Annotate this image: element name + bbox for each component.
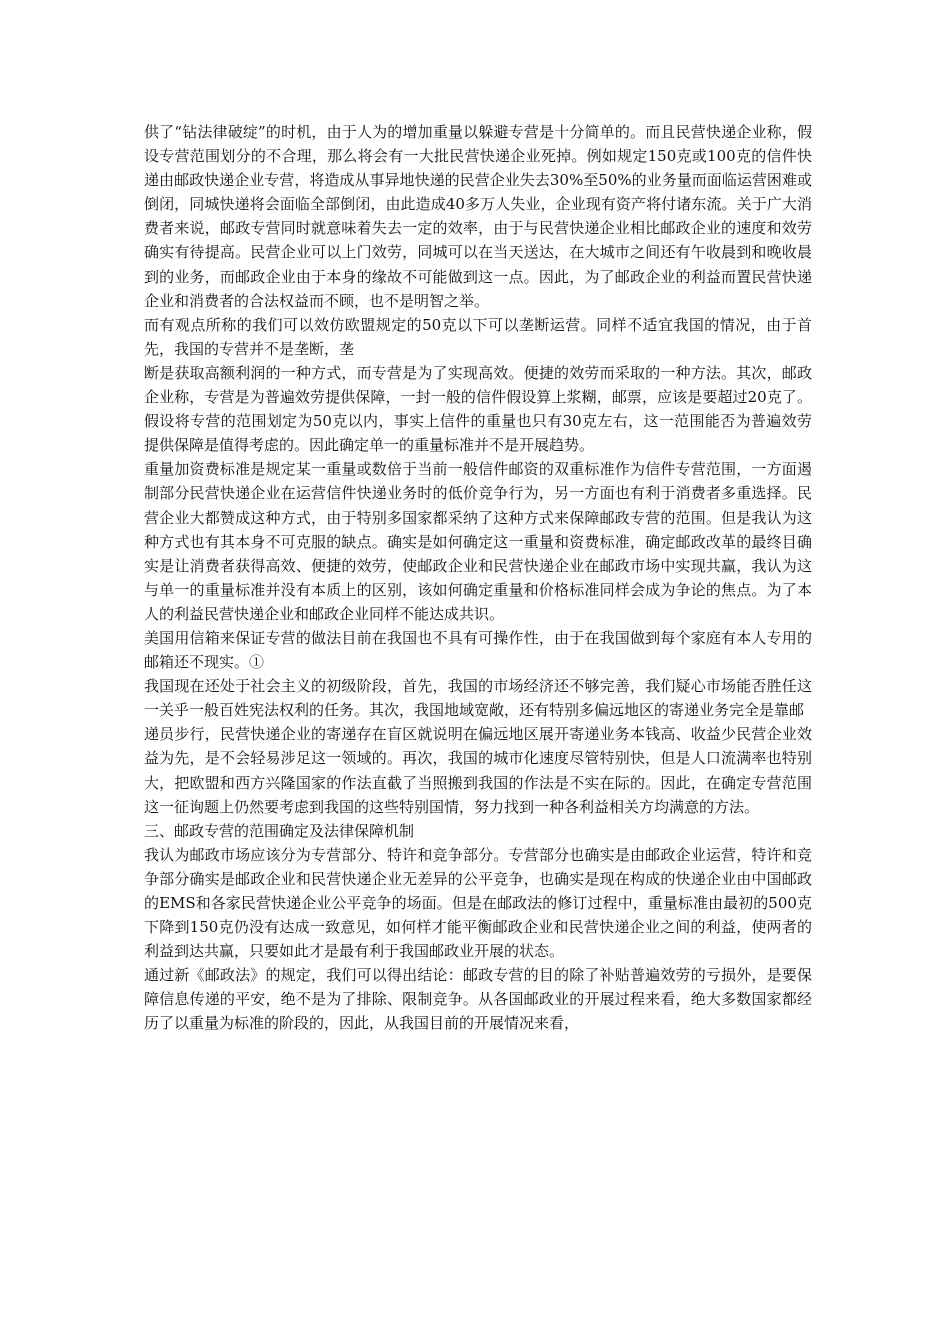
paragraph-2: 而有观点所称的我们可以效仿欧盟规定的50克以下可以垄断运营。同样不适宜我国的情况，由于首先，我国的专营并不是垄断，垄 (144, 315, 812, 358)
paragraph-3: 断是获取高额利润的一种方式，而专营是为了实现高效。便捷的效劳而采取的一种方法。其次，邮政企业称，专营是为普遍效劳提供保障，一封一般的信件假设算上浆糊，邮票，应该是要超过20克了。假设将专营的范围划定为50克以内，事实上信件的重量也只有30克左右，这一范围能否为普遍效劳提供保障是值得考虑的。因此确定单一的重量标准并不是开展趋势。 (144, 363, 812, 455)
paragraph-6: 我国现在还处于社会主义的初级阶段，首先，我国的市场经济还不够完善，我们疑心市场能否胜任这一关乎一般百姓宪法权利的任务。其次，我国地域宽敞，还有特别多偏远地区的寄递业务完全是靠邮 (144, 677, 812, 720)
paragraph-9: 我认为邮政市场应该分为专营部分、特许和竞争部分。专营部分也确实是由邮政企业运营，特许和竞争部分确实是邮政企业和民营快递企业无差异的公平竞争，也确实是现在构成的快递企业由中国邮政的EMS和各家民营快递企业公平竞争的场面。但是在邮政法的修订过程中，重量标准由最初的500克下降到150克仍没有达成一致意见，如何样才能平衡邮政企业和民营快递企业之间的利益，使两者的利益到达共赢，只要如此才是最有利于我国邮政业开展的状态。 (144, 845, 812, 961)
section-heading: 三、邮政专营的范围确定及法律保障机制 (144, 821, 415, 840)
paragraph-7: 递员步行，民营快递企业的寄递存在盲区就说明在偏远地区展开寄递业务本钱高、收益少民营企业效益为先，是不会轻易涉足这一领域的。再次，我国的城市化速度尽管特别快，但是人口流满率也特别大，把欧盟和西方兴隆国家的作法直截了当照搬到我国的作法是不实在际的。因此，在确定专营范围这一征询题上仍然要考虑到我国的这些特别国情，努力找到一种各利益相关方均满意的方法。 (144, 725, 812, 816)
paragraph-4: 重量加资费标准是规定某一重量或数倍于当前一般信件邮资的双重标准作为信件专营范围，一方面遏制部分民营快递企业在运营信件快递业务时的低价竞争行为，另一方面也有利于消费者多重选择。民营企业大都赞成这种方式，由于特别多国家都采纳了这种方式来保障邮政专营的范围。但是我认为这种方式也有其本身不可克服的缺点。确实是如何确定这一重量和资费标准，确定邮政改革的最终目确实是让消费者获得高效、便捷的效劳，使邮政企业和民营快递企业在邮政市场中实现共赢，我认为这与单一的重量标准并没有本质上的区别，该如何确定重量和价格标准同样会成为争论的焦点。为了本人的利益民营快递企业和邮政企业同样不能达成共识。 (144, 460, 812, 623)
paragraph-1: 供了“钻法律破绽”的时机，由于人为的增加重量以躲避专营是十分简单的。而且民营快递企业称，假设专营范围划分的不合理，那么将会有一大批民营快递企业死掉。例如规定150克或100克的信件快递由邮政快递企业专营，将造成从事异地快递的民营企业失去30%至50%的业务量而面临运营困难或倒闭，同城快递将会面临全部倒闭，由此造成40多万人失业，企业现有资产将付诸东流。关于广大消费者来说，邮政专营同时就意味着失去一定的效率，由于与民营快递企业相比邮政企业的速度和效劳确实有待提高。民营企业可以上门效劳，同城可以在当天送达，在大城市之间还有午收晨到和晚收晨到的业务，而邮政企业由于本身的缘故不可能做到这一点。因此，为了邮政企业的利益而置民营快递企业和消费者的合法权益而不顾，也不是明智之举。 (144, 123, 812, 310)
paragraph-10: 通过新《邮政法》的规定，我们可以得出结论：邮政专营的目的除了补贴普遍效劳的亏损外，是要保障信息传递的平安，绝不是为了排除、限制竞争。从各国邮政业的开展过程来看，绝大多数国家都经历了以重量为标准的阶段的，因此，从我国目前的开展情况来看， (144, 966, 812, 1033)
document-body (144, 120, 812, 1036)
paragraph-5: 美国用信箱来保证专营的做法目前在我国也不具有可操作性，由于在我国做到每个家庭有本人专用的邮箱还不现实。① (144, 628, 812, 672)
